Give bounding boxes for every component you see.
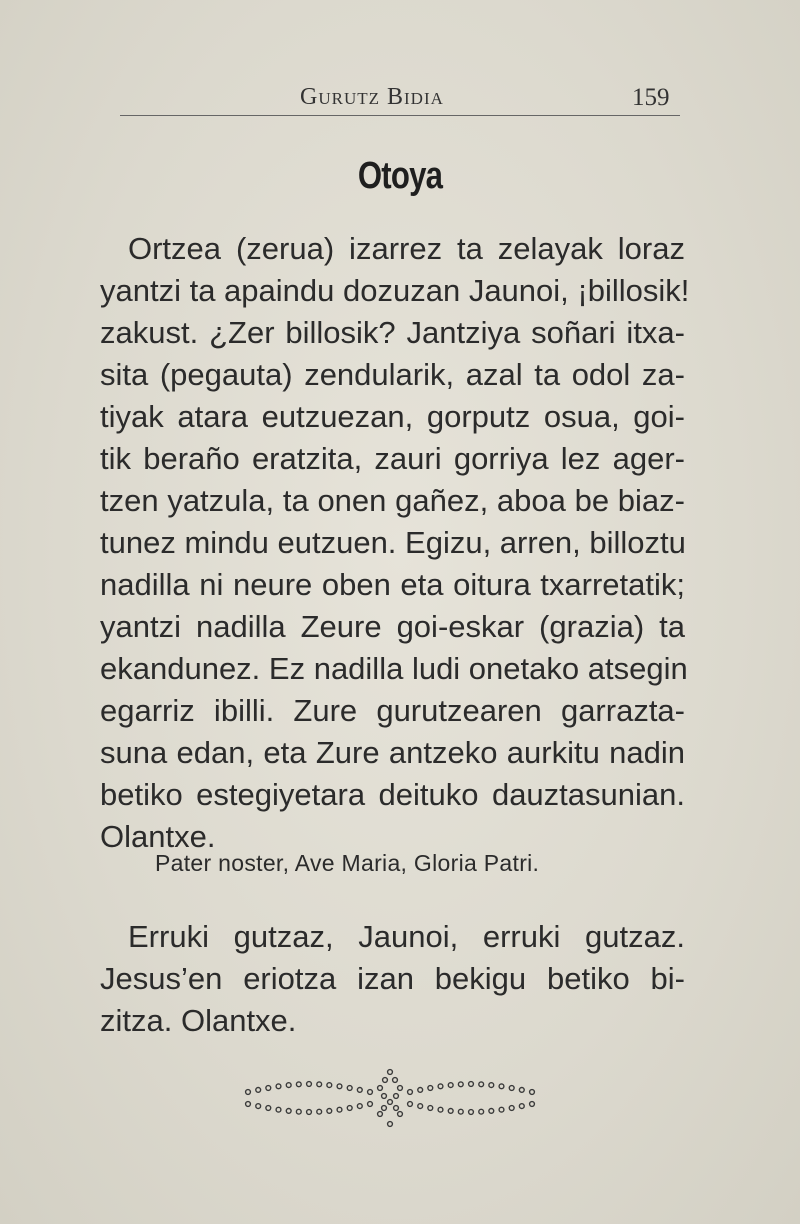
prayer-paragraph xyxy=(100,228,690,858)
text-line: tiyak atara eutzuezan, gorputz osua, goi- xyxy=(100,399,685,434)
text-line: betiko estegiyetara deituko dauztasunian. xyxy=(100,777,685,812)
text-line: Ortzea (zerua) izarrez ta zelayak loraz xyxy=(128,231,685,266)
text-line: yantzi nadilla Zeure goi-eskar (grazia) ta xyxy=(100,609,685,644)
ejaculation-paragraph xyxy=(100,916,685,1042)
text-line: yantzi ta apaindu dozuzan Jaunoi, ¡billosik! xyxy=(100,273,690,308)
text-line: Jesus’en eriotza izan bekigu betiko bi- xyxy=(100,961,685,996)
text-line: Olantxe. xyxy=(100,819,216,854)
header-rule xyxy=(120,115,680,116)
text-line: zitza. Olantxe. xyxy=(100,1003,297,1038)
text-line: suna edan, eta Zure antzeko aurkitu nadin xyxy=(100,735,685,770)
text-line: nadilla ni neure oben eta oitura txarretatik; xyxy=(100,567,685,602)
text-line: sita (pegauta) zendularik, azal ta odol za- xyxy=(100,357,685,392)
latin-prayers: Pater noster, Ave Maria, Gloria Patri. xyxy=(155,850,540,876)
text-line: tik beraño eratzita, zauri gorriya lez ager- xyxy=(100,441,685,476)
text-line: Erruki gutzaz, Jaunoi, erruki gutzaz. xyxy=(128,919,685,954)
text-line: tunez mindu eutzuen. Egizu, arren, billoztu xyxy=(100,525,686,560)
section-heading: Otoya xyxy=(357,155,443,197)
text-line: ekandunez. Ez nadilla ludi onetako atsegin xyxy=(100,651,688,686)
text-line: zakust. ¿Zer billosik? Jantziya soñari itxa- xyxy=(100,315,685,350)
running-title: Gurutz Bidia xyxy=(300,84,444,110)
dotted-scroll-ornament xyxy=(240,1062,540,1134)
text-line: egarriz ibilli. Zure gurutzearen garrazta- xyxy=(100,693,685,728)
running-header xyxy=(0,78,800,118)
text-line: tzen yatzula, ta onen gañez, aboa be biaz- xyxy=(100,483,685,518)
page-number: 159 xyxy=(632,84,670,111)
